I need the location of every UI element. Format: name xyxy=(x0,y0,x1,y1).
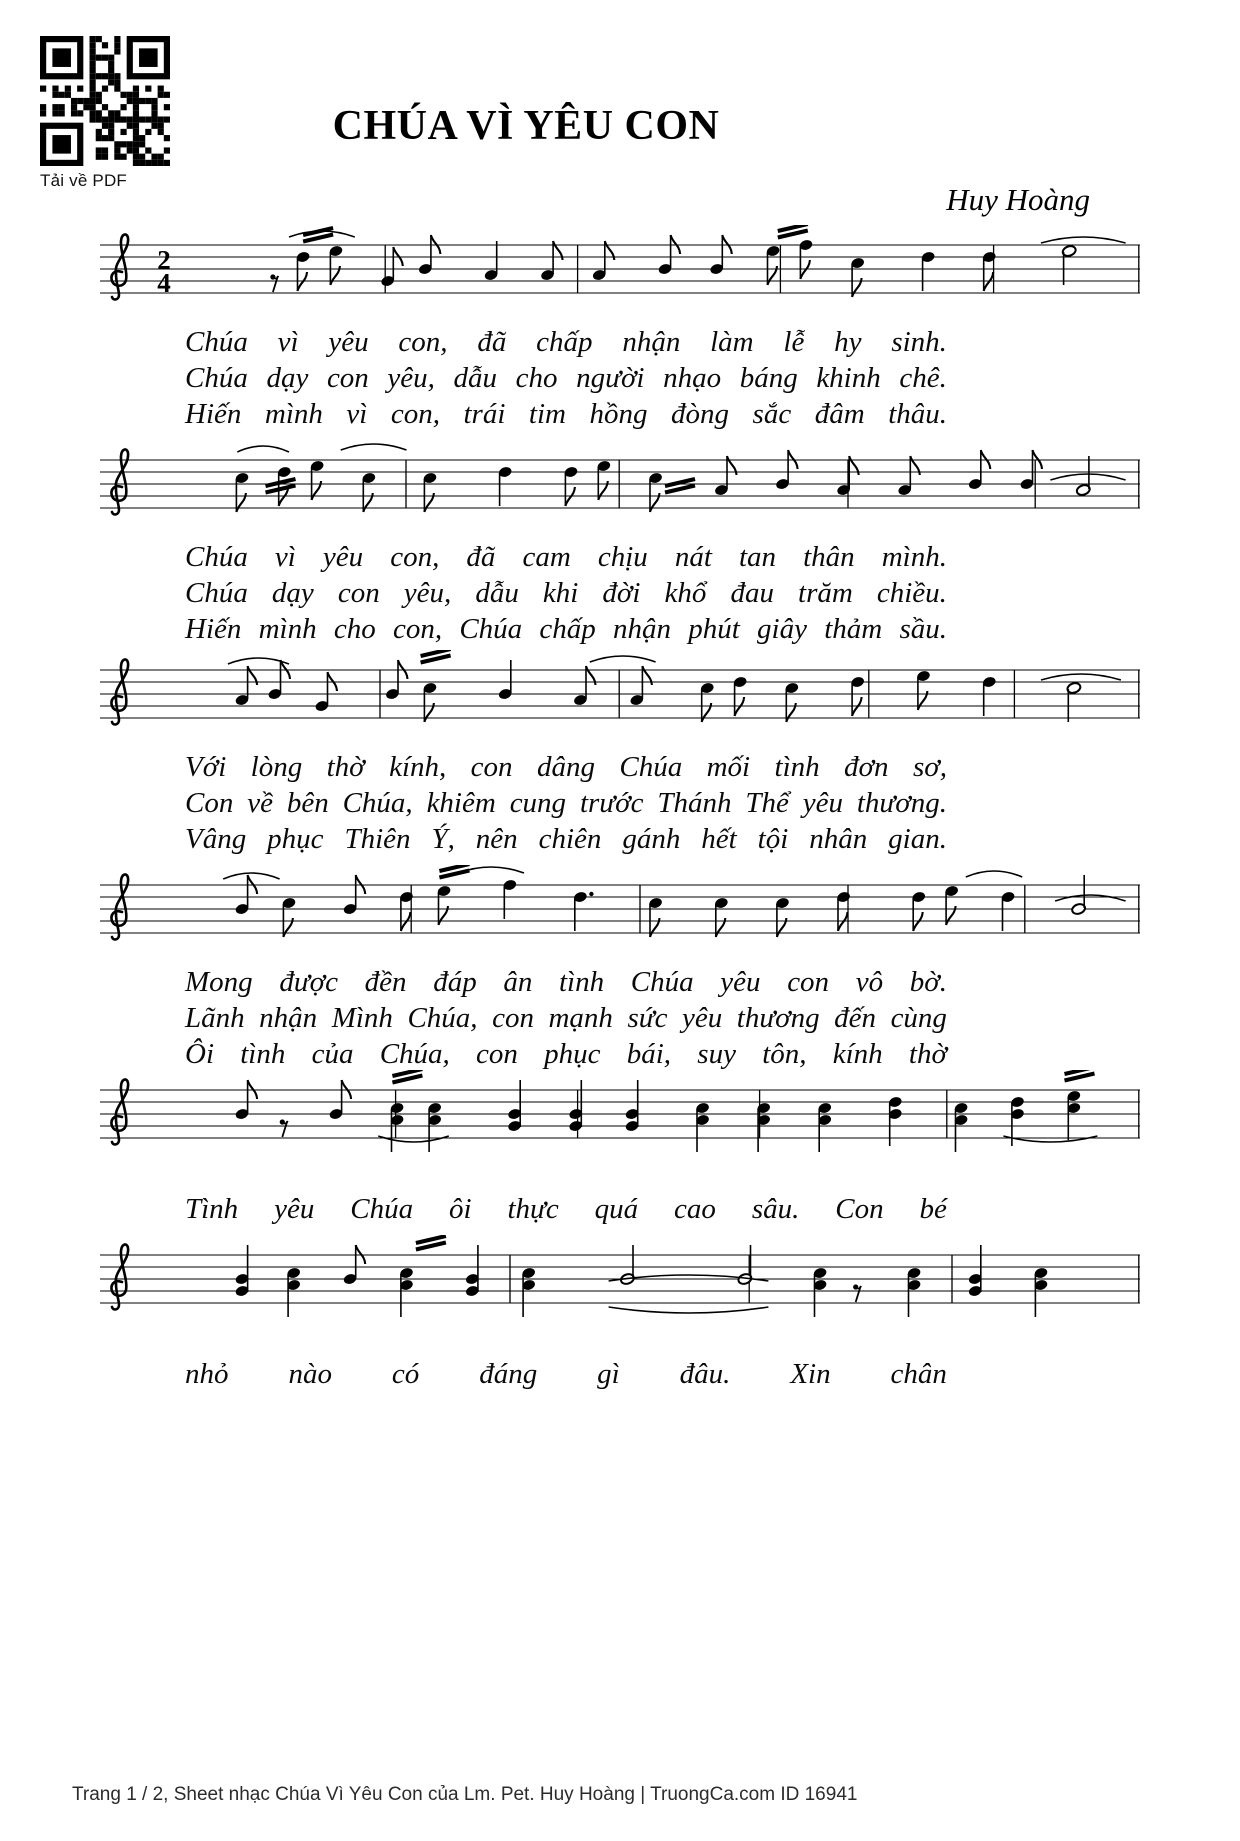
lyric-word: con xyxy=(470,751,513,783)
lyric-word: yêu xyxy=(322,541,364,573)
lyric-word: Tình xyxy=(185,1193,239,1225)
lyric-word: sức xyxy=(627,1002,668,1034)
treble-clef-icon xyxy=(111,659,128,724)
lyric-word: đòng xyxy=(671,398,730,430)
lyric-word: Con xyxy=(185,787,234,819)
composer-name: Huy Hoàng xyxy=(946,182,1090,217)
lyric-line xyxy=(185,1356,947,1392)
lyric-word: tình xyxy=(240,1038,286,1070)
treble-clef-icon xyxy=(111,1079,128,1144)
lyric-word: nhân xyxy=(809,823,868,855)
lyric-word: tôn, xyxy=(762,1038,807,1070)
lyric-word: thâu. xyxy=(888,398,947,430)
lyric-word: mình xyxy=(264,398,323,430)
music-system xyxy=(100,1070,1140,1227)
lyric-word: cùng xyxy=(890,1002,947,1034)
lyric-word: lễ xyxy=(783,326,805,358)
lyric-word: bên xyxy=(286,787,329,819)
lyric-word: phút xyxy=(688,613,740,645)
lyric-word: sơ, xyxy=(912,751,947,783)
lyric-word: Chúa, xyxy=(379,1038,450,1070)
lyric-word: trước xyxy=(579,787,644,819)
lyric-word: mình xyxy=(258,613,317,645)
lyric-word: Chúa xyxy=(350,1193,414,1225)
lyric-word: hết xyxy=(701,823,737,855)
lyric-word: tan xyxy=(738,541,777,573)
lyric-word: Thể xyxy=(745,787,789,819)
lyric-word: cho xyxy=(515,362,558,394)
lyric-word: người xyxy=(576,362,645,394)
treble-clef-icon xyxy=(111,234,128,299)
lyric-line xyxy=(185,749,947,785)
lyric-word: chịu xyxy=(597,541,648,573)
lyric-word: Chúa xyxy=(459,613,523,645)
treble-clef-icon xyxy=(111,449,128,514)
lyric-line xyxy=(185,1000,947,1036)
lyric-word: con, xyxy=(398,326,448,358)
lyric-word: yêu xyxy=(274,1193,315,1225)
lyric-word: Ôi xyxy=(185,1038,214,1070)
music-system xyxy=(100,650,1140,857)
staff xyxy=(100,1235,1140,1319)
lyric-word: khổ xyxy=(664,577,707,609)
lyric-word: nhận xyxy=(622,326,681,358)
lyric-line xyxy=(185,324,947,360)
lyric-word: Thánh xyxy=(657,787,732,819)
lyric-word: Lãnh xyxy=(185,1002,245,1034)
lyric-word: Thiên xyxy=(344,823,411,855)
lyric-word: thờ xyxy=(326,751,365,783)
lyric-word: cao xyxy=(674,1193,716,1225)
staff xyxy=(100,225,1140,309)
lyric-line xyxy=(185,1036,947,1072)
lyric-word: Với xyxy=(185,751,227,783)
song-title: CHÚA VÌ YÊU CON xyxy=(332,103,720,149)
lyric-word: khiêm xyxy=(426,787,496,819)
lyric-word: Chúa xyxy=(630,966,694,998)
lyric-word: giây xyxy=(757,613,807,645)
lyric-word: vì xyxy=(274,541,296,573)
lyric-word: tình xyxy=(774,751,820,783)
lyric-word: chê. xyxy=(899,362,947,394)
qr-download[interactable] xyxy=(40,36,172,191)
staff xyxy=(100,1070,1140,1154)
lyric-word: mình. xyxy=(881,541,947,573)
lyric-word: có xyxy=(391,1358,420,1390)
svg-text:2: 2 xyxy=(157,245,171,275)
staff xyxy=(100,650,1140,734)
lyric-word: bái, xyxy=(626,1038,672,1070)
lyric-word: gánh xyxy=(622,823,681,855)
lyric-word: Mong xyxy=(185,966,253,998)
lyric-word: nhạo xyxy=(663,362,722,394)
lyric-word: chân xyxy=(890,1358,947,1390)
lyric-word: được xyxy=(279,966,338,998)
lyric-word: con xyxy=(476,1038,518,1070)
lyric-word: phục xyxy=(544,1038,601,1070)
lyric-word: dẫu xyxy=(475,577,519,609)
lyric-word: Mình xyxy=(331,1002,393,1034)
lyric-word: về xyxy=(247,787,273,819)
lyric-line xyxy=(185,611,947,647)
lyric-word: con xyxy=(492,1002,534,1034)
lyric-word: tội xyxy=(757,823,789,855)
lyric-word: nhận xyxy=(259,1002,318,1034)
treble-clef-icon xyxy=(111,1244,128,1309)
music-system xyxy=(100,225,1140,432)
lyric-word: Chúa xyxy=(185,362,248,394)
lyric-word: mạnh xyxy=(548,1002,613,1034)
lyric-word: tình xyxy=(559,966,605,998)
lyric-word: đáng xyxy=(479,1358,538,1390)
lyric-word: Chúa, xyxy=(407,1002,478,1034)
lyric-word: hy xyxy=(834,326,862,358)
lyric-word: trái xyxy=(463,398,506,430)
lyric-word: nên xyxy=(475,823,518,855)
lyric-word: chấp xyxy=(536,326,593,358)
lyric-word: đã xyxy=(477,326,507,358)
lyric-word: mối xyxy=(706,751,751,783)
lyric-word: đáp xyxy=(433,966,477,998)
lyric-word: thảm xyxy=(824,613,883,645)
lyric-word: gian. xyxy=(888,823,947,855)
lyric-word: nào xyxy=(288,1358,332,1390)
lyric-word: chiều. xyxy=(876,577,947,609)
lyric-word: cung xyxy=(509,787,567,819)
lyric-word: sâu. xyxy=(751,1193,800,1225)
svg-text:4: 4 xyxy=(157,268,171,298)
lyric-word: đền xyxy=(364,966,407,998)
lyric-word: đau xyxy=(730,577,774,609)
music-system xyxy=(100,1235,1140,1392)
lyric-word: vì xyxy=(277,326,299,358)
lyric-word: cam xyxy=(522,541,571,573)
download-pdf-link[interactable]: Tải về PDF xyxy=(40,171,128,190)
lyric-word: báng xyxy=(739,362,798,394)
lyric-line xyxy=(185,964,947,1000)
lyric-word: Xin xyxy=(790,1358,831,1390)
lyric-line xyxy=(185,785,947,821)
lyric-line xyxy=(185,539,947,575)
lyric-word: thân xyxy=(803,541,855,573)
lyric-word: bờ. xyxy=(909,966,947,998)
lyric-word: vì xyxy=(346,398,368,430)
lyric-word: con xyxy=(337,577,380,609)
lyric-word: ân xyxy=(503,966,533,998)
lyric-word: Vâng xyxy=(185,823,247,855)
lyric-word: hồng xyxy=(589,398,648,430)
lyric-word: đến xyxy=(834,1002,877,1034)
lyric-word: dạy xyxy=(266,362,309,394)
qr-code-icon[interactable] xyxy=(40,36,170,166)
lyric-word: yêu, xyxy=(403,577,452,609)
lyric-word: con, xyxy=(392,613,443,645)
lyric-line xyxy=(185,821,947,857)
lyric-line xyxy=(185,575,947,611)
lyric-word: Chúa xyxy=(185,577,248,609)
lyric-word: đâm xyxy=(814,398,865,430)
lyric-word: Ý, xyxy=(431,823,455,855)
lyric-word: dẫu xyxy=(453,362,498,394)
lyric-word: đã xyxy=(466,541,496,573)
lyric-line xyxy=(185,360,947,396)
lyric-word: sắc xyxy=(752,398,792,430)
lyric-word: Con xyxy=(835,1193,884,1225)
lyric-word: bé xyxy=(919,1193,947,1225)
lyric-word: Hiến xyxy=(185,398,242,430)
lyric-word: ôi xyxy=(449,1193,472,1225)
lyric-word: yêu xyxy=(328,326,369,358)
lyric-word: Chúa xyxy=(619,751,683,783)
lyric-word: chấp xyxy=(539,613,596,645)
lyric-word: sầu. xyxy=(899,613,947,645)
lyric-word: yêu xyxy=(802,787,843,819)
lyric-word: nhận xyxy=(613,613,671,645)
lyric-word: con xyxy=(326,362,369,394)
lyric-word: lòng xyxy=(250,751,303,783)
lyric-word: đơn xyxy=(844,751,889,783)
staff xyxy=(100,865,1140,949)
lyric-word: tim xyxy=(528,398,566,430)
lyric-word: nát xyxy=(674,541,712,573)
music-system xyxy=(100,865,1140,1072)
lyric-word: con, xyxy=(390,398,440,430)
lyric-word: gì xyxy=(597,1358,620,1390)
lyric-word: con xyxy=(787,966,830,998)
lyric-word: nhỏ xyxy=(185,1358,229,1390)
lyric-word: sinh. xyxy=(891,326,947,358)
lyric-word: đâu. xyxy=(679,1358,731,1390)
lyric-line xyxy=(185,1191,947,1227)
footer-caption: Trang 1 / 2, Sheet nhạc Chúa Vì Yêu Con của Lm. Pet. Huy Hoàng | TruongCa.com ID 16941 xyxy=(72,1784,858,1805)
lyric-word: thương xyxy=(736,1002,820,1034)
music-system xyxy=(100,440,1140,647)
lyric-word: Chúa xyxy=(185,326,248,358)
treble-clef-icon xyxy=(111,874,128,939)
lyric-word: làm xyxy=(710,326,754,358)
lyric-word: dạy xyxy=(271,577,314,609)
lyric-word: thờ xyxy=(908,1038,947,1070)
lyric-word: Hiến xyxy=(185,613,242,645)
lyric-word: đời xyxy=(602,577,641,609)
lyric-word: yêu xyxy=(720,966,761,998)
lyric-word: suy xyxy=(697,1038,736,1070)
lyric-word: trăm xyxy=(798,577,853,609)
lyric-word: yêu xyxy=(681,1002,723,1034)
lyric-line xyxy=(185,396,947,432)
lyric-word: Chúa, xyxy=(342,787,413,819)
lyric-word: kính xyxy=(832,1038,883,1070)
lyric-word: con, xyxy=(390,541,440,573)
lyric-word: dâng xyxy=(536,751,595,783)
lyric-word: thực xyxy=(507,1193,559,1225)
lyric-word: vô xyxy=(855,966,884,998)
lyric-word: khinh xyxy=(816,362,881,394)
lyric-word: phục xyxy=(267,823,324,855)
lyric-word: thương. xyxy=(856,787,947,819)
lyric-word: chiên xyxy=(538,823,602,855)
lyric-word: quá xyxy=(594,1193,639,1225)
lyric-word: khi xyxy=(542,577,579,609)
lyric-word: yêu, xyxy=(387,362,435,394)
lyric-word: kính, xyxy=(389,751,447,783)
lyric-word: Chúa xyxy=(185,541,248,573)
lyric-word: của xyxy=(311,1038,354,1070)
lyric-word: cho xyxy=(333,613,376,645)
staff xyxy=(100,440,1140,524)
